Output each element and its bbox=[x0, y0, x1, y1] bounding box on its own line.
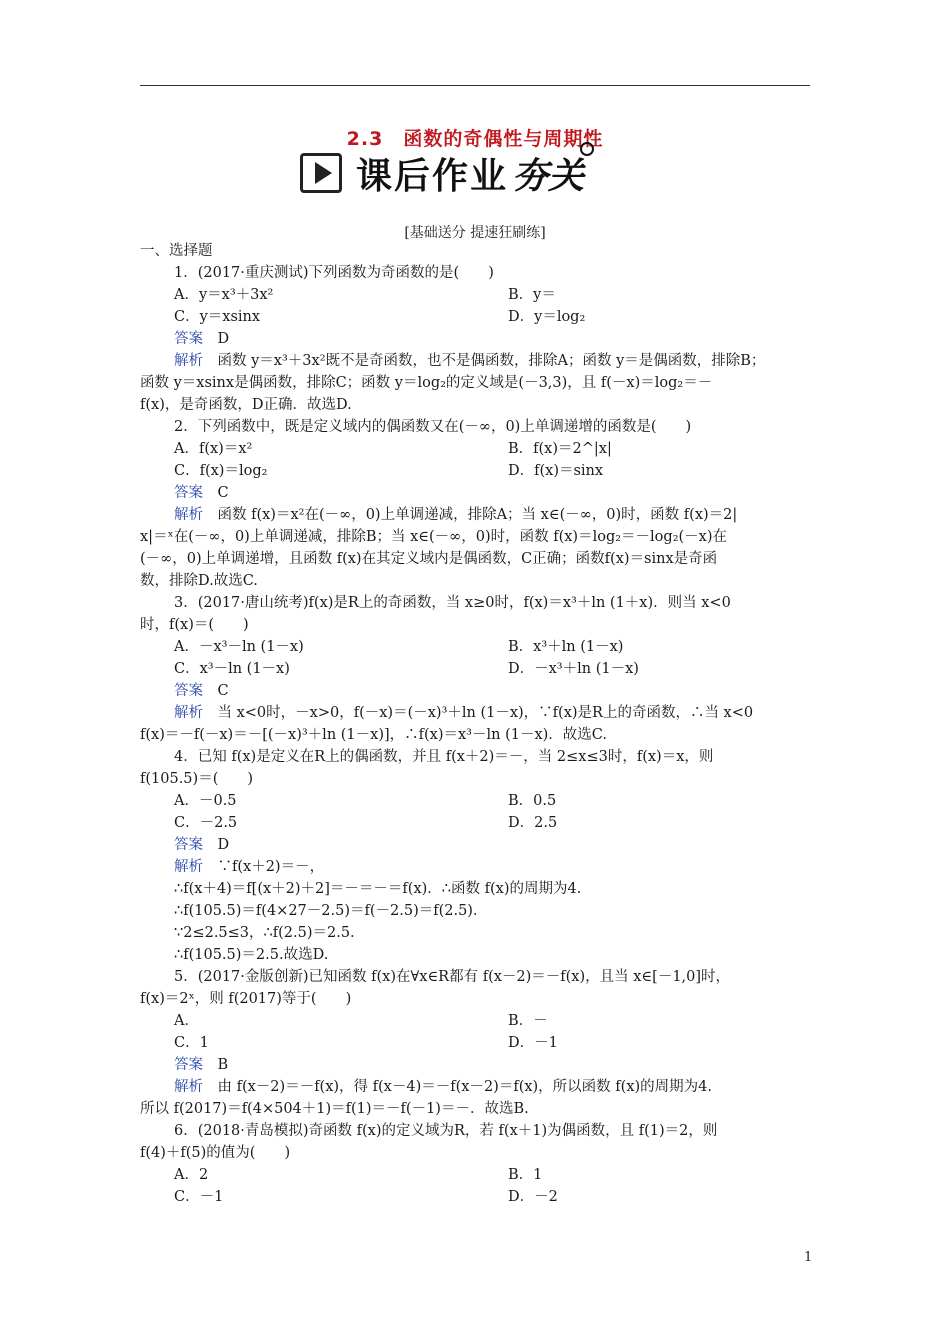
option-c: C．y＝xsinx bbox=[174, 309, 261, 325]
option-d: D．－1 bbox=[508, 1035, 558, 1051]
option-a: A．－0.5 bbox=[174, 793, 237, 809]
analysis-line: ∵f(x＋2)＝－， bbox=[217, 859, 325, 875]
question-stem: f(4)＋f(5)的值为( ) bbox=[140, 1145, 291, 1161]
analysis-label: 解析 bbox=[174, 353, 203, 369]
option-d: D．f(x)＝sinx bbox=[508, 463, 604, 479]
answer-label: 答案 bbox=[174, 331, 203, 347]
option-b: B．x³＋ln (1－x) bbox=[508, 639, 624, 655]
analysis-label: 解析 bbox=[174, 507, 203, 523]
homework-banner bbox=[300, 150, 584, 196]
analysis-line: x|＝ˣ在(－∞，0)上单调递减，排除B；当 x∈(－∞，0)时，函数 f(x)＝log₂＝－log₂(－x)在 bbox=[140, 529, 727, 545]
analysis-label: 解析 bbox=[174, 705, 203, 721]
analysis-line: 当 x<0时，－x>0，f(－x)＝(－x)³＋ln (1－x)，∵f(x)是R上的奇函数，∴当 x<0 bbox=[217, 705, 754, 721]
question-stem: f(x)＝2ˣ，则 f(2017)等于( ) bbox=[140, 991, 352, 1007]
analysis-label: 解析 bbox=[174, 859, 203, 875]
subtitle: [基础送分 提速狂刷练] bbox=[404, 225, 546, 241]
analysis-line: ∴f(105.5)＝2.5.故选D. bbox=[174, 947, 329, 963]
analysis-line: 数，排除D.故选C. bbox=[140, 573, 258, 589]
answer-label: 答案 bbox=[174, 485, 203, 501]
answer-value: B bbox=[217, 1057, 229, 1073]
option-b: B．f(x)＝2^|x| bbox=[508, 441, 612, 457]
answer-label: 答案 bbox=[174, 837, 203, 853]
analysis-line: (－∞，0)上单调递增，且函数 f(x)在其定义域内是偶函数，C正确；函数f(x)＝sinx是奇函 bbox=[140, 551, 718, 567]
option-a: A．f(x)＝x² bbox=[174, 441, 253, 457]
question-stem: 6．(2018·青岛模拟)奇函数 f(x)的定义域为R，若 f(x＋1)为偶函数，且 f(1)＝2，则 bbox=[174, 1123, 718, 1139]
banner-text: 课后作业 bbox=[356, 155, 509, 197]
option-c: C．x³－ln (1－x) bbox=[174, 661, 290, 677]
answer-label: 答案 bbox=[174, 683, 203, 699]
question-stem: 时，f(x)＝( ) bbox=[140, 617, 249, 633]
option-a: A．2 bbox=[174, 1167, 209, 1183]
answer-value: D bbox=[217, 331, 230, 347]
analysis-line: 函数 y＝x³＋3x²既不是奇函数，也不是偶函数，排除A；函数 y＝是偶函数，排除B； bbox=[217, 353, 766, 369]
analysis-line: ∴f(105.5)＝f(4×27－2.5)＝f(－2.5)＝f(2.5)． bbox=[174, 903, 488, 919]
option-c: C．1 bbox=[174, 1035, 209, 1051]
question-list bbox=[140, 240, 812, 1208]
analysis-line: f(x)＝－f(－x)＝－[(－x)³＋ln (1－x)]，∴f(x)＝x³－ln (1－x)．故选C. bbox=[140, 727, 607, 743]
question-5 bbox=[140, 966, 812, 1120]
question-stem: 4．已知 f(x)是定义在R上的偶函数，并且 f(x＋2)＝－，当 2≤x≤3时，f(x)＝x，则 bbox=[174, 749, 714, 765]
analysis-label: 解析 bbox=[174, 1079, 203, 1095]
analysis-line: f(x)，是奇函数，D正确．故选D. bbox=[140, 397, 352, 413]
option-b: B．1 bbox=[508, 1167, 543, 1183]
option-d: D．y＝log₂ bbox=[508, 309, 586, 325]
analysis-line: 由 f(x－2)＝－f(x)，得 f(x－4)＝－f(x－2)＝f(x)，所以函数 f(x)的周期为4. bbox=[217, 1079, 712, 1095]
answer-value: C bbox=[217, 485, 229, 501]
banner-badge: 夯关 bbox=[512, 155, 585, 197]
analysis-line: 函数 y＝xsinx是偶函数，排除C；函数 y＝log₂的定义域是(－3,3)，且 f(－x)＝log₂＝－ bbox=[140, 375, 713, 391]
question-1 bbox=[140, 262, 812, 416]
question-6 bbox=[140, 1120, 812, 1208]
option-a: A． bbox=[174, 1013, 199, 1029]
answer-label: 答案 bbox=[174, 1057, 203, 1073]
header-rule bbox=[140, 85, 810, 86]
answer-value: D bbox=[217, 837, 230, 853]
option-b: B．0.5 bbox=[508, 793, 557, 809]
option-b: B．y＝ bbox=[508, 287, 556, 303]
analysis-line: ∵2≤2.5≤3，∴f(2.5)＝2.5. bbox=[174, 925, 355, 941]
question-stem: 3．(2017·唐山统考)f(x)是R上的奇函数，当 x≥0时，f(x)＝x³＋ln (1＋x)．则当 x<0 bbox=[174, 595, 731, 611]
question-3 bbox=[140, 592, 812, 746]
option-a: A．－x³－ln (1－x) bbox=[174, 639, 304, 655]
option-b: B．－ bbox=[508, 1013, 548, 1029]
question-stem: 2．下列函数中，既是定义域内的偶函数又在(－∞，0)上单调递增的函数是( ) bbox=[174, 419, 692, 435]
question-stem: f(105.5)＝( ) bbox=[140, 771, 254, 787]
page-number: 1 bbox=[804, 1250, 813, 1265]
analysis-line: 函数 f(x)＝x²在(－∞，0)上单调递减，排除A；当 x∈(－∞，0)时，函数 f(x)＝2| bbox=[217, 507, 738, 523]
question-4 bbox=[140, 746, 812, 966]
badge-seal-icon bbox=[580, 142, 594, 156]
option-a: A．y＝x³＋3x² bbox=[174, 287, 274, 303]
answer-value: C bbox=[217, 683, 229, 699]
question-2 bbox=[140, 416, 812, 592]
analysis-line: ∴f(x＋4)＝f[(x＋2)＋2]＝－＝－＝f(x)．∴函数 f(x)的周期为4. bbox=[174, 881, 582, 897]
option-d: D．－2 bbox=[508, 1189, 558, 1205]
section-title: 2.3 函数的奇偶性与周期性 bbox=[346, 128, 604, 150]
option-c: C．－2.5 bbox=[174, 815, 238, 831]
analysis-line: 所以 f(2017)＝f(4×504＋1)＝f(1)＝－f(－1)＝－．故选B. bbox=[140, 1101, 529, 1117]
question-stem: 5．(2017·金版创新)已知函数 f(x)在∀x∈R都有 f(x－2)＝－f(x)，且当 x∈[－1,0]时， bbox=[174, 969, 731, 985]
option-d: D．2.5 bbox=[508, 815, 558, 831]
option-c: C．f(x)＝log₂ bbox=[174, 463, 268, 479]
option-d: D．－x³＋ln (1－x) bbox=[508, 661, 639, 677]
play-icon bbox=[300, 153, 342, 193]
option-c: C．－1 bbox=[174, 1189, 224, 1205]
question-stem: 1．(2017·重庆测试)下列函数为奇函数的是( ) bbox=[174, 265, 494, 281]
section-heading: 一、选择题 bbox=[140, 243, 213, 259]
